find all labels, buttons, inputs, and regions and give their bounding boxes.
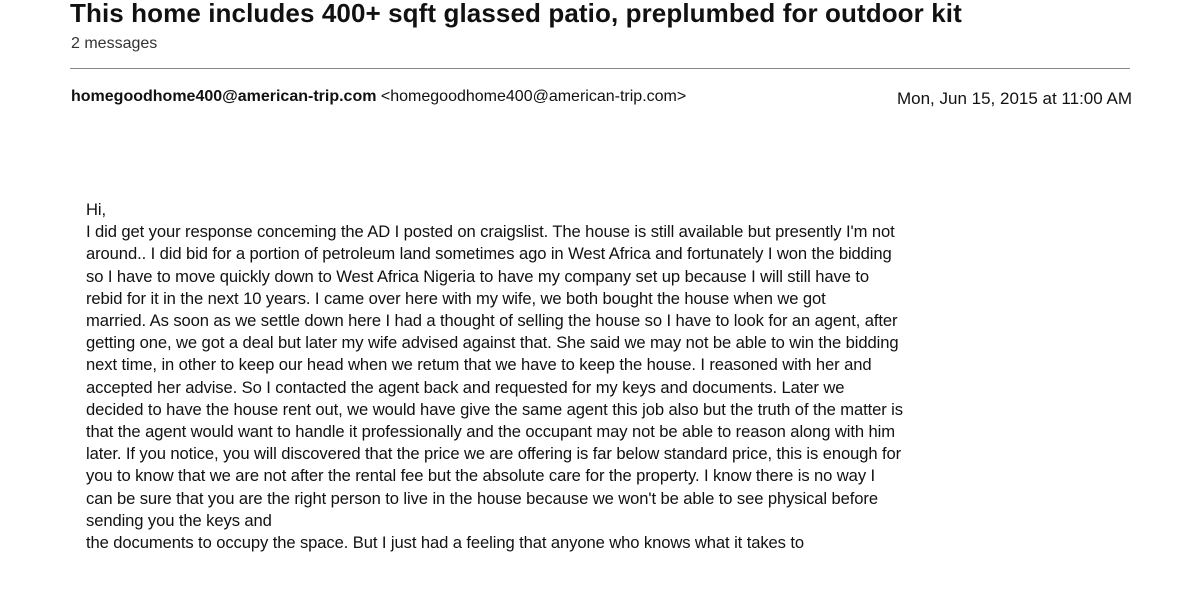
body-line: can be sure that you are the right person to live in the house because we won't be able to see physical before — [86, 488, 878, 508]
body-line: later. If you notice, you will discovered that the price we are offering is far below standard price, this is enough for — [86, 444, 902, 464]
message-body — [86, 199, 1116, 554]
body-line: getting one, we got a deal but later my wife advised against that. She said we may not be able to win the bidding — [86, 333, 899, 353]
body-line: I did get your response conceming the AD I posted on craigslist. The house is still available but presently I'm not — [86, 222, 895, 242]
message-count: 2 messages — [71, 35, 158, 52]
body-line: the documents to occupy the space. But I just had a feeling that anyone who knows what it takes to — [86, 533, 805, 553]
body-line: around.. I did bid for a portion of petroleum land sometimes ago in West Africa and fortunately I won the bidding — [86, 244, 892, 264]
body-line: rebid for it in the next 10 years. I came over here with my wife, we both bought the house when we got — [86, 288, 826, 308]
message-date: Mon, Jun 15, 2015 at 11:00 AM — [896, 89, 1132, 108]
sender-address: <homegoodhome400@american-trip.com> — [380, 88, 687, 105]
body-line: you to know that we are not after the rental fee but the absolute care for the property. I know there is no way I — [86, 466, 876, 486]
body-line: that the agent would want to handle it professionally and the occupant may not be able to reason along with him — [86, 422, 895, 442]
body-line: sending you the keys and — [86, 510, 272, 530]
sender-name: homegoodhome400@american-trip.com — [71, 88, 377, 105]
header-divider — [70, 68, 1130, 69]
body-line: accepted her advise. So I contacted the agent back and requested for my keys and documents. Later we — [86, 377, 845, 397]
greeting: Hi, — [86, 200, 106, 219]
sender-line — [71, 86, 811, 108]
body-line: married. As soon as we settle down here I had a thought of selling the house so I have to look for an agent, after — [86, 311, 898, 331]
body-line: so I have to move quickly down to West Africa Nigeria to have my company set up because I will still have to — [86, 266, 870, 286]
email-subject: This home includes 400+ sqft glassed patio, preplumbed for outdoor kit — [70, 0, 962, 28]
body-line: decided to have the house rent out, we would have give the same agent this job also but the truth of the matter is — [86, 399, 903, 419]
body-line: next time, in other to keep our head when we retum that we have to keep the house. I reasoned with her and — [86, 355, 872, 375]
